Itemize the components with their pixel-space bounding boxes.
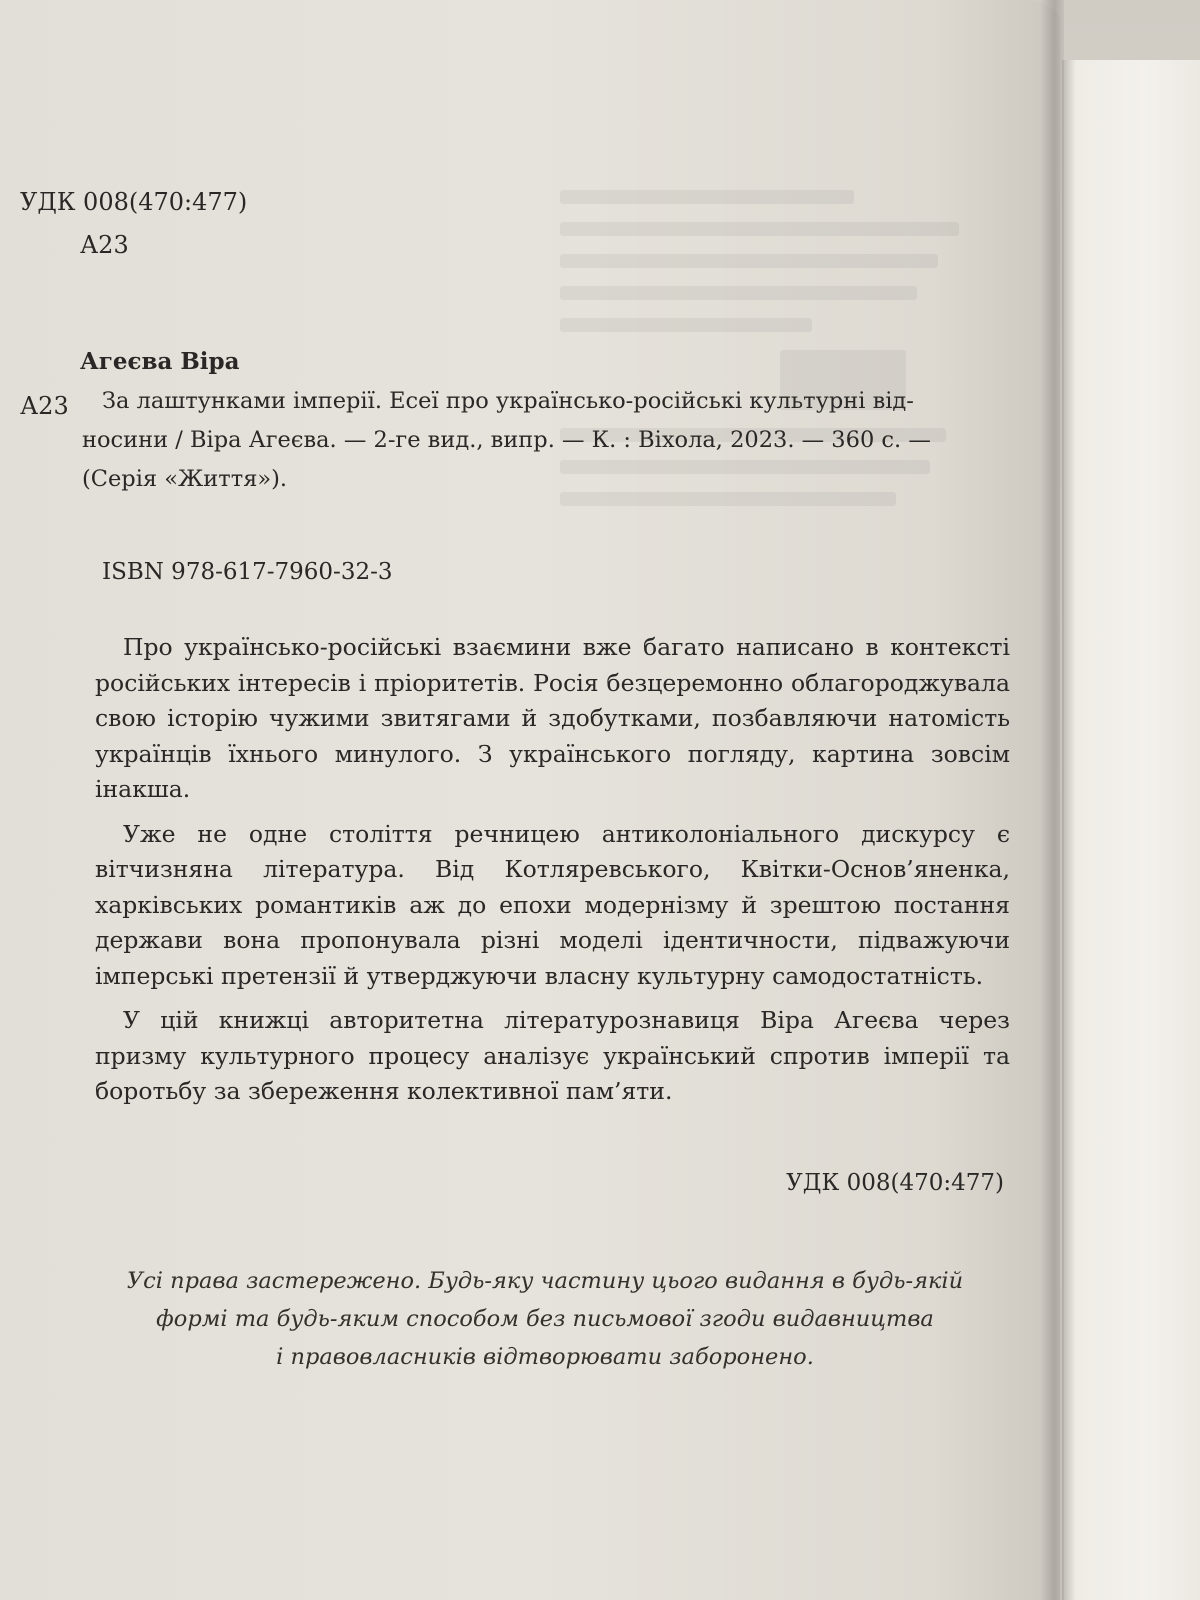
abstract-paragraph-1: Про українсько-російські взаємини вже багато написано в контексті російських інтересів і пріоритетів. Росія безцеремонно облагороджувала свою історію чужими звитягами й здобутками, позбавляючи натомість українців їхнього минулого. З українського погляду, картина зовсім інакша. [95,633,1010,803]
biblio-line-2: носини / Віра Агеєва. — 2-ге вид., випр. — К. : Віхола, 2023. — 360 с. — [82,427,931,453]
abstract-paragraph-2: Уже не одне століття речницею антиколоніального дискурсу є вітчизняна література. Від Котляревського, Квітки-Основ’яненка, харківських романтиків аж до епохи модернізму й зрештою постання держави вона пропонувала різні моделі ідентичности, підважуючи імперські претензії й утверджуючи власну культурну самодостатність. [95,819,1010,990]
right-page-edge [1062,60,1200,1600]
rights-line-1: Усі права застережено. Будь-яку частину цього видання в будь-якій [126,1268,964,1294]
rights-line-3: і правовласників відтворювати заборонено. [276,1344,814,1370]
bibliographic-description [82,382,931,499]
udk-code-bottom: УДК 008(470:477) [786,1170,1004,1196]
rights-line-2: формі та будь-яким способом без письмової згоди видавництва [156,1306,934,1332]
biblio-line-1: За лаштунками імперії. Есеї про українсько-російські культурні від- [102,388,914,414]
author-index-margin: А23 [20,392,69,420]
author-index-top: А23 [80,231,129,259]
isbn: ISBN 978-617-7960-32-3 [102,559,393,585]
biblio-line-3: (Серія «Життя»). [82,466,288,492]
copyright-notice [100,1262,990,1376]
abstract-paragraph-3: У цій книжці авторитетна літературознавиця Віра Агеєва через призму культурного процесу аналізує український спротив імперії та боротьбу за збереження колективної пам’яти. [95,1006,1010,1105]
author-name: Агеєва Віра [80,348,240,375]
udk-code-top: УДК 008(470:477) [20,188,248,216]
book-gutter-shadow [1040,0,1064,1600]
abstract [95,630,1010,1119]
